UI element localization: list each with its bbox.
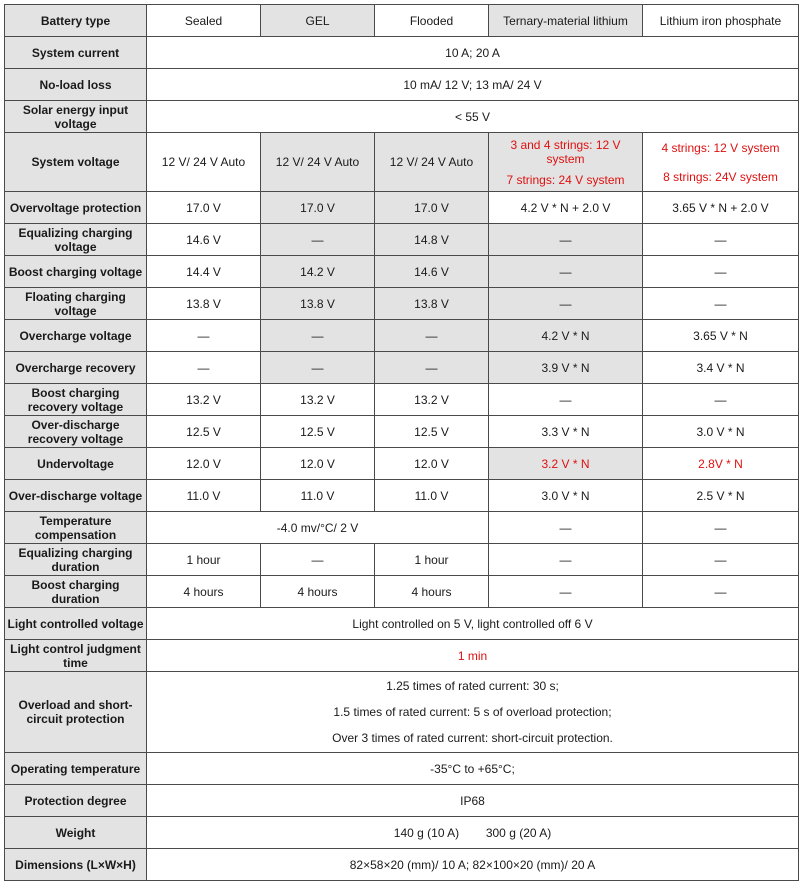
table-cell: — <box>643 576 799 608</box>
weight-value: 140 g (10 A) 300 g (20 A) <box>147 817 799 849</box>
solar-input-value: < 55 V <box>147 101 799 133</box>
col-flooded: Flooded <box>375 5 489 37</box>
header-row <box>5 5 799 37</box>
row-label: Boost charging recovery voltage <box>5 384 147 416</box>
row-label: Temperature compensation <box>5 512 147 544</box>
table-cell: 12 V/ 24 V Auto <box>375 133 489 192</box>
table-row <box>5 785 799 817</box>
row-label: Over-discharge recovery voltage <box>5 416 147 448</box>
table-cell: 11.0 V <box>375 480 489 512</box>
table-cell: 4.2 V * N + 2.0 V <box>489 192 643 224</box>
col-lithium-iron-phosphate: Lithium iron phosphate <box>643 5 799 37</box>
table-cell: 14.8 V <box>375 224 489 256</box>
table-cell: — <box>375 320 489 352</box>
table-cell: — <box>489 384 643 416</box>
table-cell: 3.0 V * N <box>489 480 643 512</box>
row-label: Dimensions (L×W×H) <box>5 849 147 881</box>
table-cell: — <box>261 544 375 576</box>
table-cell: — <box>147 320 261 352</box>
table-cell: 4 hours <box>375 576 489 608</box>
table-row <box>5 101 799 133</box>
table-cell: 14.2 V <box>261 256 375 288</box>
table-row <box>5 69 799 101</box>
table-row <box>5 384 799 416</box>
system-current-value: 10 A; 20 A <box>147 37 799 69</box>
row-label: Light control judgment time <box>5 640 147 672</box>
table-cell: 17.0 V <box>147 192 261 224</box>
table-cell: 11.0 V <box>261 480 375 512</box>
table-row <box>5 817 799 849</box>
row-label: System current <box>5 37 147 69</box>
row-label: Floating charging voltage <box>5 288 147 320</box>
light-time-value: 1 min <box>147 640 799 672</box>
operating-temp-value: -35°C to +65°C; <box>147 753 799 785</box>
table-row <box>5 576 799 608</box>
table-cell: 4 hours <box>261 576 375 608</box>
battery-type-label: Battery type <box>5 5 147 37</box>
table-row <box>5 133 799 192</box>
dimensions-value: 82×58×20 (mm)/ 10 A; 82×100×20 (mm)/ 20 A <box>147 849 799 881</box>
table-row <box>5 512 799 544</box>
overload-line: 1.5 times of rated current: 5 s of overload protection; <box>333 705 612 719</box>
row-label: Overload and short-circuit protection <box>5 672 147 753</box>
temp-compensation-lead-acid: -4.0 mv/°C/ 2 V <box>147 512 489 544</box>
table-row <box>5 224 799 256</box>
row-label: Light controlled voltage <box>5 608 147 640</box>
table-row <box>5 544 799 576</box>
table-cell: 3.3 V * N <box>489 416 643 448</box>
table-row <box>5 352 799 384</box>
table-cell: 3.4 V * N <box>643 352 799 384</box>
table-cell: 2.8V * N <box>643 448 799 480</box>
row-label: Overvoltage protection <box>5 192 147 224</box>
table-cell: 14.6 V <box>147 224 261 256</box>
table-cell: 12 V/ 24 V Auto <box>261 133 375 192</box>
table-cell: — <box>643 384 799 416</box>
table-cell: 12.5 V <box>375 416 489 448</box>
row-label: Equalizing charging voltage <box>5 224 147 256</box>
no-load-loss-value: 10 mA/ 12 V; 13 mA/ 24 V <box>147 69 799 101</box>
table-cell: — <box>261 320 375 352</box>
lifepo-strings-24v: 8 strings: 24V system <box>663 169 778 184</box>
table-cell: — <box>643 512 799 544</box>
table-cell: 3.65 V * N <box>643 320 799 352</box>
row-label: Overcharge voltage <box>5 320 147 352</box>
table-row <box>5 448 799 480</box>
table-cell: — <box>643 224 799 256</box>
table-cell: — <box>489 576 643 608</box>
battery-spec-table <box>4 4 799 881</box>
table-cell: 13.8 V <box>147 288 261 320</box>
table-cell: 4 hours <box>147 576 261 608</box>
row-label: Protection degree <box>5 785 147 817</box>
table-row <box>5 849 799 881</box>
protection-degree-value: IP68 <box>147 785 799 817</box>
table-cell <box>643 133 799 192</box>
row-label: Solar energy input voltage <box>5 101 147 133</box>
table-cell: 12.0 V <box>375 448 489 480</box>
row-label: Boost charging voltage <box>5 256 147 288</box>
table-cell: 13.8 V <box>375 288 489 320</box>
table-cell: 14.4 V <box>147 256 261 288</box>
table-cell: 3.65 V * N + 2.0 V <box>643 192 799 224</box>
table-cell: — <box>375 352 489 384</box>
table-cell: 17.0 V <box>375 192 489 224</box>
ternary-strings-24v: 7 strings: 24 V system <box>506 172 625 187</box>
table-cell: — <box>643 256 799 288</box>
overload-line: Over 3 times of rated current: short-circuit protection. <box>332 731 613 745</box>
col-ternary-lithium: Ternary-material lithium <box>489 5 643 37</box>
table-cell: — <box>489 544 643 576</box>
table-cell: 12.0 V <box>147 448 261 480</box>
row-label: System voltage <box>5 133 147 192</box>
table-cell: 13.2 V <box>375 384 489 416</box>
table-cell: 13.8 V <box>261 288 375 320</box>
table-cell: 13.2 V <box>261 384 375 416</box>
table-cell: 1 hour <box>147 544 261 576</box>
row-label: Over-discharge voltage <box>5 480 147 512</box>
table-row <box>5 37 799 69</box>
table-cell: 12.5 V <box>147 416 261 448</box>
light-voltage-value: Light controlled on 5 V, light controlled off 6 V <box>147 608 799 640</box>
table-row <box>5 608 799 640</box>
row-label: Weight <box>5 817 147 849</box>
row-label: Undervoltage <box>5 448 147 480</box>
overload-protection-value <box>147 672 799 753</box>
table-cell: — <box>489 512 643 544</box>
row-label: No-load loss <box>5 69 147 101</box>
row-label: Equalizing charging duration <box>5 544 147 576</box>
table-cell: 11.0 V <box>147 480 261 512</box>
table-cell: 4.2 V * N <box>489 320 643 352</box>
table-cell <box>489 133 643 192</box>
table-cell: 13.2 V <box>147 384 261 416</box>
col-sealed: Sealed <box>147 5 261 37</box>
table-cell: 12 V/ 24 V Auto <box>147 133 261 192</box>
row-label: Overcharge recovery <box>5 352 147 384</box>
ternary-strings-12v: 3 and 4 strings: 12 V system <box>510 137 621 166</box>
table-cell: — <box>147 352 261 384</box>
table-cell: 1 hour <box>375 544 489 576</box>
table-cell: 12.0 V <box>261 448 375 480</box>
table-row <box>5 320 799 352</box>
table-row <box>5 416 799 448</box>
table-row <box>5 256 799 288</box>
table-cell: — <box>489 288 643 320</box>
table-cell: 12.5 V <box>261 416 375 448</box>
table-cell: 3.9 V * N <box>489 352 643 384</box>
table-cell: — <box>643 544 799 576</box>
table-row <box>5 288 799 320</box>
table-cell: — <box>643 288 799 320</box>
table-cell: 14.6 V <box>375 256 489 288</box>
table-row <box>5 672 799 753</box>
table-cell: — <box>261 224 375 256</box>
col-gel: GEL <box>261 5 375 37</box>
table-cell: — <box>489 256 643 288</box>
table-cell: 3.0 V * N <box>643 416 799 448</box>
table-row <box>5 480 799 512</box>
table-cell: — <box>489 224 643 256</box>
table-cell: — <box>261 352 375 384</box>
overload-line: 1.25 times of rated current: 30 s; <box>386 679 559 693</box>
row-label: Boost charging duration <box>5 576 147 608</box>
lifepo-strings-12v: 4 strings: 12 V system <box>661 140 780 155</box>
table-row <box>5 192 799 224</box>
table-cell: 17.0 V <box>261 192 375 224</box>
table-cell: 2.5 V * N <box>643 480 799 512</box>
table-row <box>5 753 799 785</box>
table-row <box>5 640 799 672</box>
row-label: Operating temperature <box>5 753 147 785</box>
table-cell: 3.2 V * N <box>489 448 643 480</box>
